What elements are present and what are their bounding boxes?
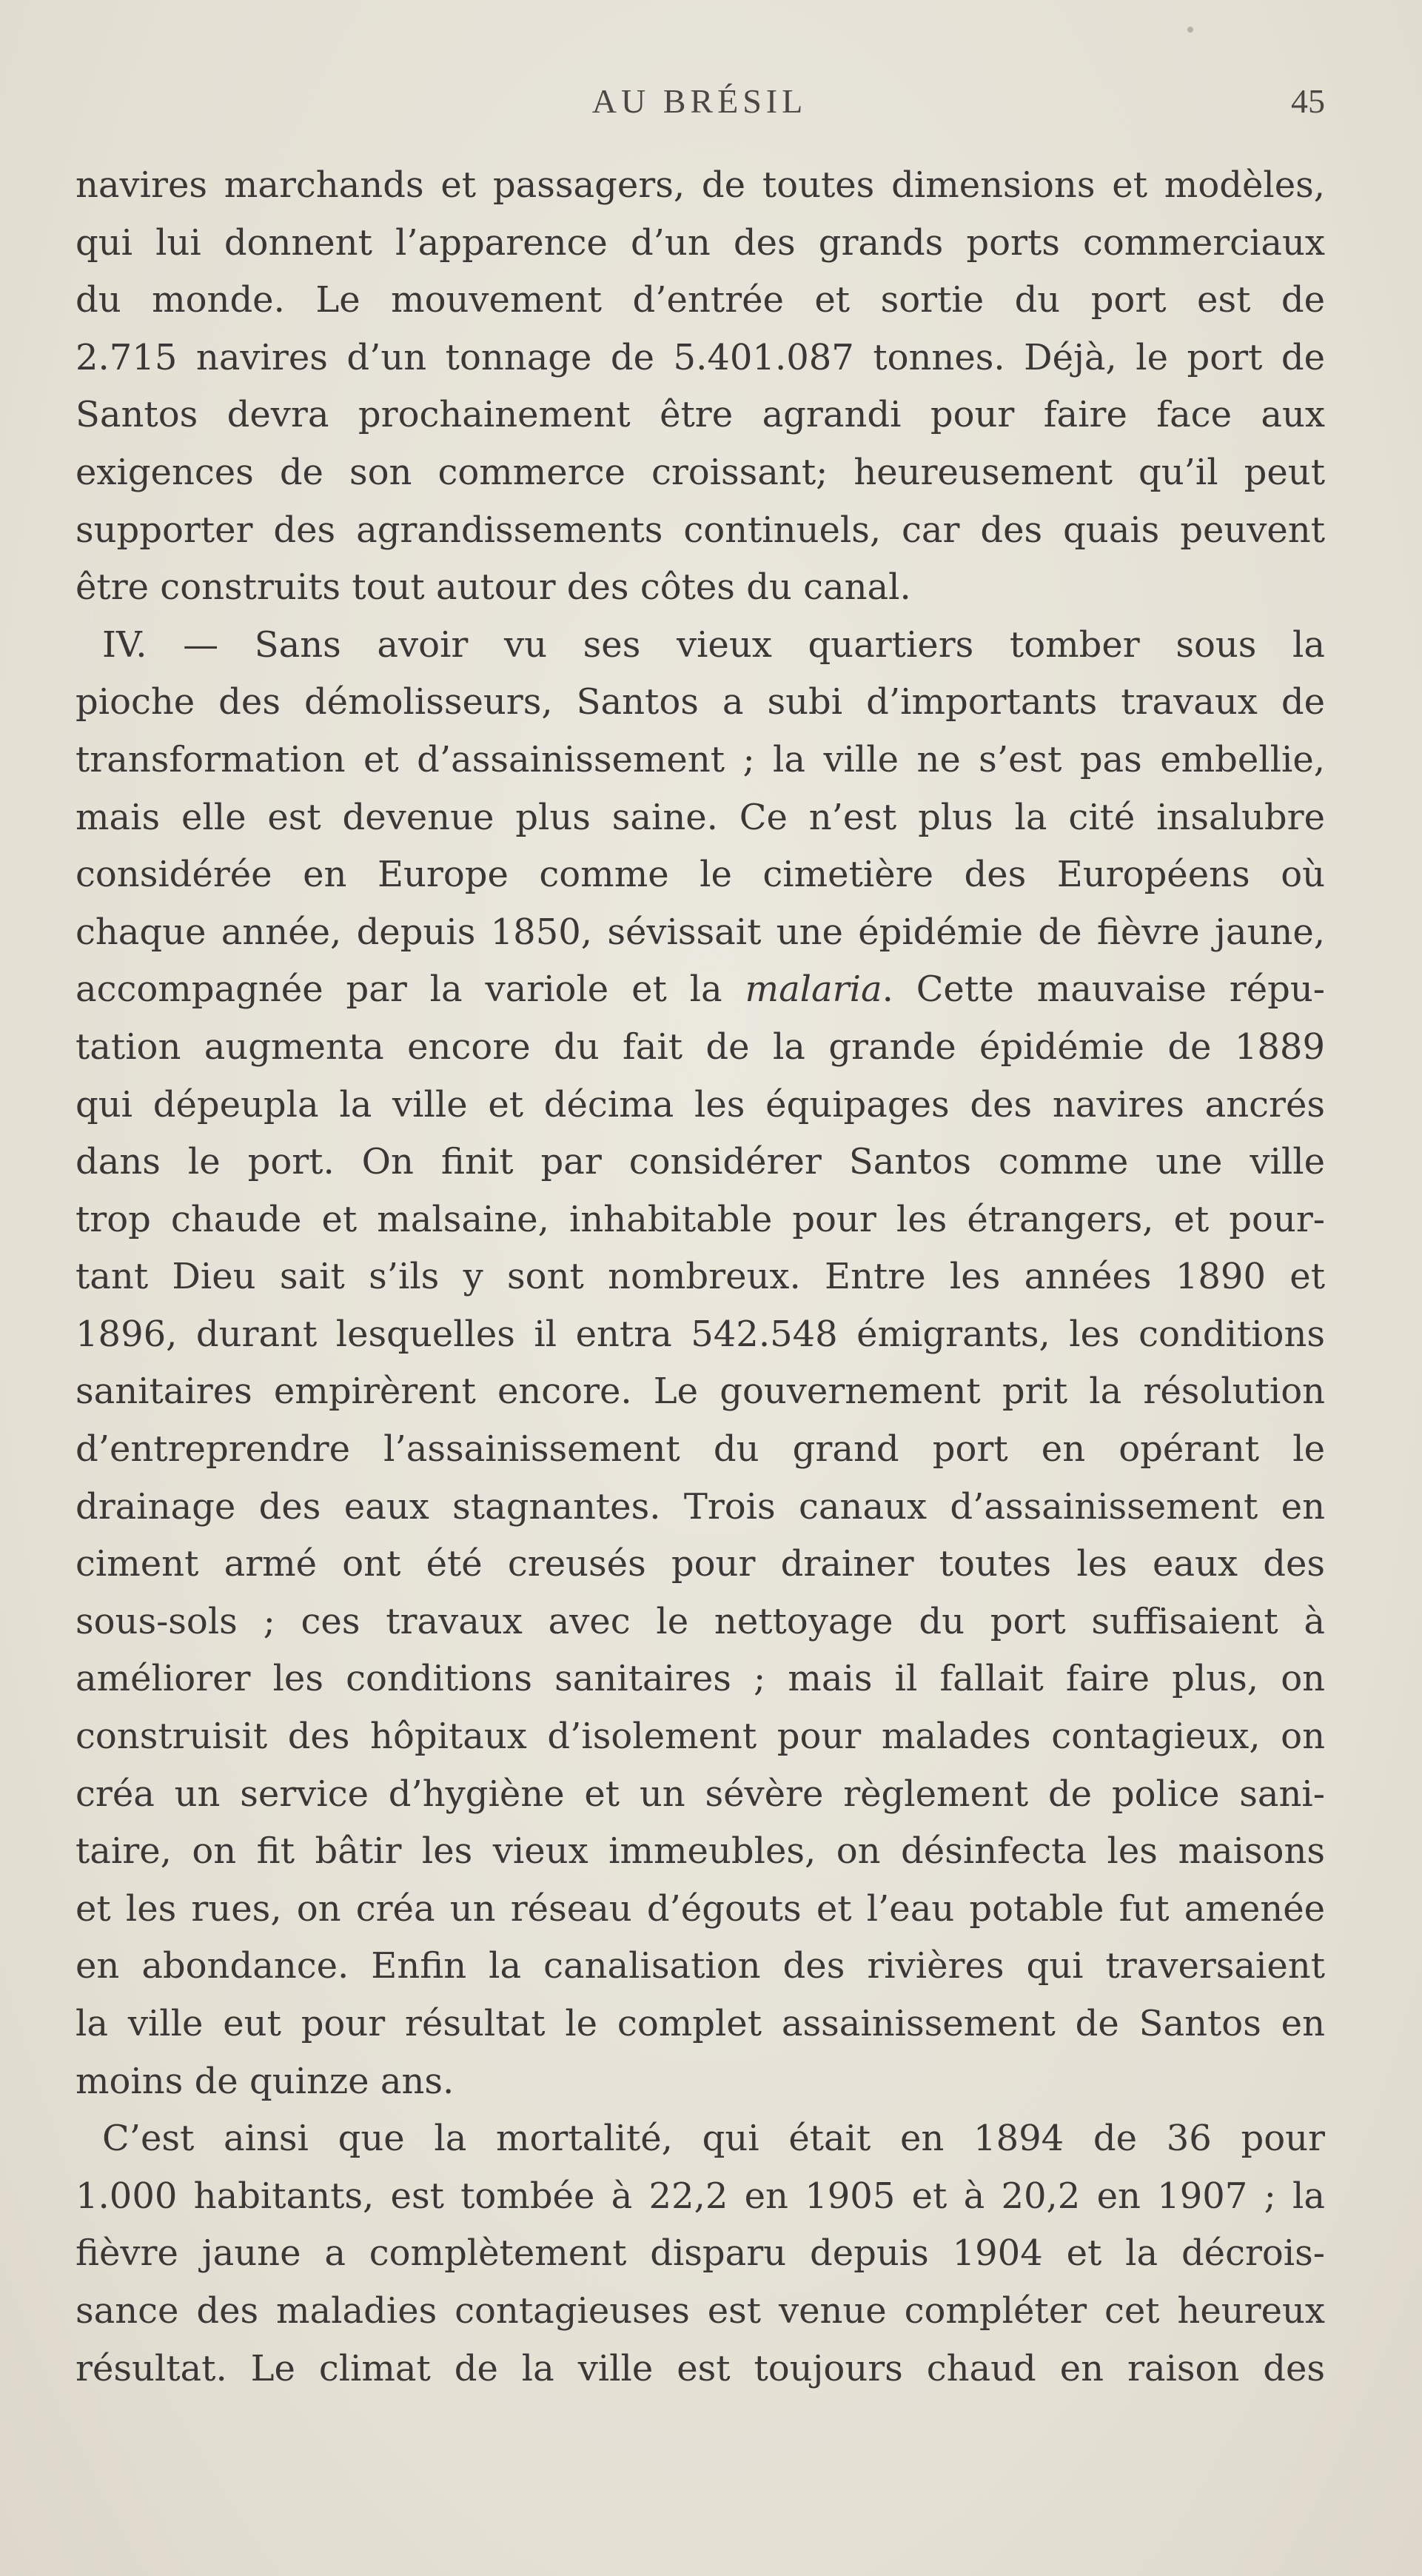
text-line: drainage des eaux stagnantes. Trois canaux d’assainissement en [76, 1485, 1325, 1528]
text-line: dans le port. On finit par considérer Santos comme une ville [76, 1141, 1325, 1183]
text-line: d’entreprendre l’assainissement du grand port en opérant le [76, 1428, 1325, 1471]
text-line: créa un service d’hygiène et un sévère règlement de police sani- [76, 1773, 1325, 1815]
text-line: taire, on fit bâtir les vieux immeubles, on désinfecta les maisons [76, 1830, 1325, 1873]
text-line: navires marchands et passagers, de toutes dimensions et modèles, [76, 164, 1325, 206]
page-number: 45 [1291, 82, 1325, 120]
text-segment: accompagnée par la variole et la [76, 968, 722, 1011]
body-text [76, 157, 1325, 2398]
text-line: moins de quinze ans. [76, 2060, 455, 2102]
italic-word: malaria [745, 968, 882, 1011]
text-line: 1896, durant lesquelles il entra 542.548 émigrants, les conditions [76, 1313, 1325, 1355]
text-line: améliorer les conditions sanitaires ; mais il fallait faire plus, on [76, 1658, 1325, 1700]
text-line: transformation et d’assainissement ; la ville ne s’est pas embellie, [76, 738, 1325, 780]
text-line: IV. — Sans avoir vu ses vieux quartiers tomber sous la [102, 623, 1325, 666]
text-line: Santos devra prochainement être agrandi pour faire face aux [76, 394, 1325, 436]
text-line: tant Dieu sait s’ils y sont nombreux. Entre les années 1890 et [76, 1256, 1325, 1298]
text-line: pioche des démolisseurs, Santos a subi d’importants travaux de [76, 681, 1325, 723]
text-line: supporter des agrandissements continuels, car des quais peuvent [76, 509, 1325, 551]
text-line [76, 961, 1325, 1019]
text-line: mais elle est devenue plus saine. Ce n’est plus la cité insalubre [76, 796, 1325, 838]
text-line: du monde. Le mouvement d’entrée et sortie du port est de [76, 279, 1325, 321]
text-line: ciment armé ont été creusés pour drainer toutes les eaux des [76, 1543, 1325, 1585]
text-line: 2.715 navires d’un tonnage de 5.401.087 tonnes. Déjà, le port de [76, 336, 1325, 378]
text-line: tation augmenta encore du fait de la grande épidémie de 1889 [76, 1026, 1325, 1068]
text-line: considérée en Europe comme le cimetière des Européens où [76, 854, 1325, 896]
text-line: 1.000 habitants, est tombée à 22,2 en 1905 et à 20,2 en 1907 ; la [76, 2175, 1325, 2217]
text-line: sous-sols ; ces travaux avec le nettoyage du port suffisaient à [76, 1600, 1325, 1642]
text-line: exigences de son commerce croissant; heureusement qu’il peut [76, 451, 1325, 493]
text-line: trop chaude et malsaine, inhabitable pour les étrangers, et pour- [76, 1198, 1325, 1240]
text-segment: . Cette mauvaise répu- [882, 968, 1325, 1011]
text-line: résultat. Le climat de la ville est toujours chaud en raison des [76, 2347, 1325, 2389]
page-header [74, 81, 1325, 133]
text-line: sance des maladies contagieuses est venue compléter cet heureux [76, 2289, 1325, 2332]
text-line: construisit des hôpitaux d’isolement pour malades contagieux, on [76, 1716, 1325, 1758]
text-line: C’est ainsi que la mortalité, qui était en 1894 de 36 pour [102, 2118, 1325, 2160]
running-head: AU BRÉSIL [591, 82, 808, 120]
text-line: et les rues, on créa un réseau d’égouts et l’eau potable fut amenée [76, 1887, 1325, 1930]
paper-speck [1187, 27, 1193, 33]
text-line: être construits tout autour des côtes du canal. [76, 566, 911, 609]
text-line: chaque année, depuis 1850, sévissait une épidémie de fièvre jaune, [76, 911, 1325, 953]
text-line: qui dépeupla la ville et décima les équipages des navires ancrés [76, 1083, 1325, 1125]
text-line: fièvre jaune a complètement disparu depuis 1904 et la décrois- [76, 2232, 1325, 2275]
text-line: qui lui donnent l’apparence d’un des grands ports commerciaux [76, 221, 1325, 264]
text-line: la ville eut pour résultat le complet assainissement de Santos en [76, 2003, 1325, 2044]
text-line: en abondance. Enfin la canalisation des rivières qui traversaient [76, 1945, 1325, 1987]
text-line: sanitaires empirèrent encore. Le gouvernement prit la résolution [76, 1371, 1325, 1413]
